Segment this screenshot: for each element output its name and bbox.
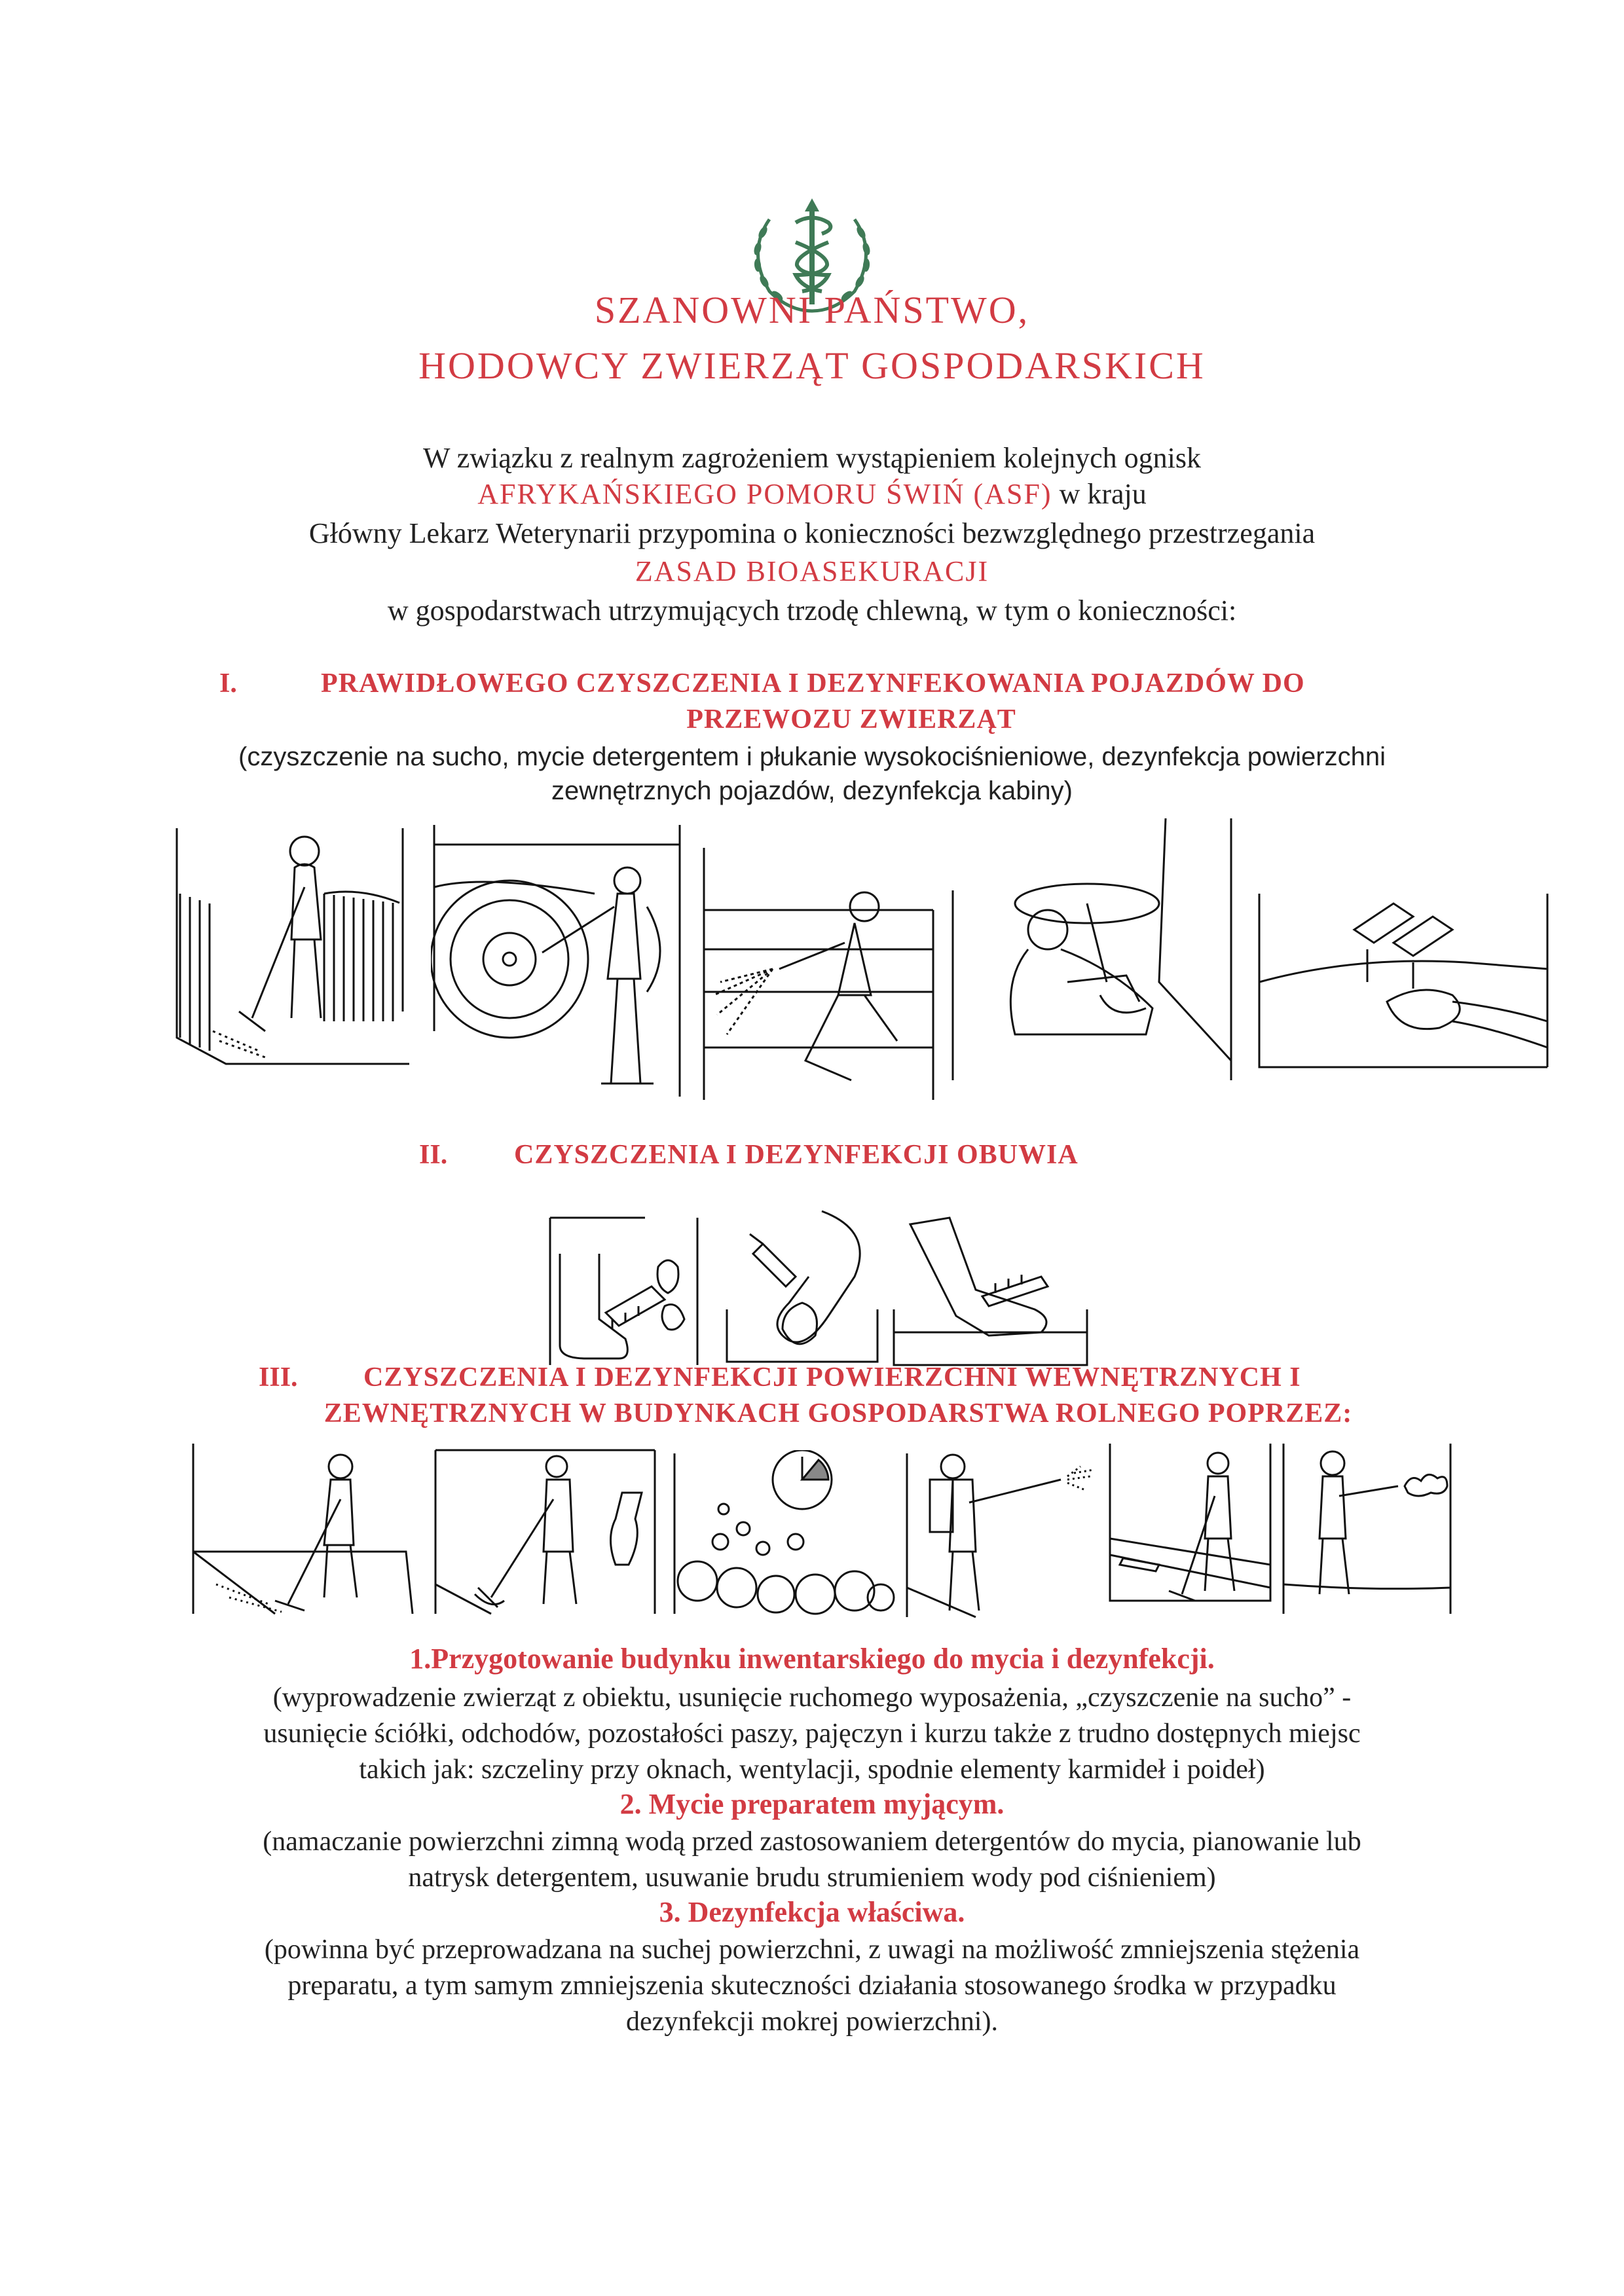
illustration-scrubbing-sole bbox=[724, 1205, 881, 1368]
step1-line1: (wyprowadzenie zwierząt z obiektu, usunięcie ruchomego wyposażenia, „czyszczenie na sucho” - bbox=[272, 1683, 1352, 1713]
page-title-line2: HODOWCY ZWIERZĄT GOSPODARSKICH bbox=[418, 344, 1206, 387]
section2-number: II. bbox=[419, 1140, 448, 1170]
biosecurity-highlight: ZASAD BIOASEKURACJI bbox=[635, 555, 989, 587]
step3-line1: (powinna być przeprowadzana na suchej powierzchni, z uwagi na możliwość zmniejszenia stężenia bbox=[264, 1935, 1360, 1965]
section1-desc-line2: zewnętrznych pojazdów, dezynfekcja kabiny) bbox=[551, 776, 1073, 805]
asf-highlight: AFRYKAŃSKIEGO POMORU ŚWIŃ (ASF) bbox=[477, 478, 1052, 510]
section3-heading-line1: CZYSZCZENIA I DEZYNFEKCJI POWIERZCHNI WEWNĘTRZNYCH I bbox=[363, 1362, 1301, 1393]
illustration-spraying-vehicle-interior bbox=[701, 845, 936, 1106]
step1-line2: usunięcie ściółki, odchodów, pozostałości paszy, pajęczyn i kurzu także z trudno dostępnych miejsc bbox=[263, 1719, 1361, 1749]
section1-heading-line1: PRAWIDŁOWEGO CZYSZCZENIA I DEZYNFEKOWANIA POJAZDÓW DO bbox=[321, 668, 1305, 699]
section3-heading-line2: ZEWNĘTRZNYCH W BUDYNKACH GOSPODARSTWA ROLNEGO POPRZEZ: bbox=[323, 1398, 1353, 1429]
illustration-foam-contact-time bbox=[671, 1450, 897, 1617]
illustration-pressure-washing-wheel bbox=[431, 822, 686, 1110]
step2-title: 2. Mycie preparatem myjącym. bbox=[619, 1788, 1005, 1820]
step3-line3: dezynfekcji mokrej powierzchni). bbox=[626, 2007, 998, 2037]
illustration-sweeping-corridor bbox=[1107, 1440, 1274, 1617]
illustration-pressure-washing-wall bbox=[1280, 1440, 1454, 1617]
illustration-sweeping-floor bbox=[190, 1440, 416, 1617]
step2-line1: (namaczanie powierzchni zimną wodą przed zastosowaniem detergentów do mycia, pianowanie lub bbox=[263, 1827, 1361, 1857]
intro-line2-tail: w kraju bbox=[1052, 478, 1147, 510]
illustration-disinfecting-cabin bbox=[950, 812, 1238, 1087]
step3-title: 3. Dezynfekcja właściwa. bbox=[659, 1896, 965, 1928]
step1-line3: takich jak: szczeliny przy oknach, wentylacji, spodnie elementy karmideł i poideł) bbox=[359, 1755, 1265, 1785]
intro-line5: w gospodarstwach utrzymujących trzodę chlewną, w tym o konieczności: bbox=[387, 594, 1237, 627]
illustration-boot-dip-tray bbox=[891, 1211, 1090, 1368]
section1-number: I. bbox=[219, 668, 237, 699]
illustration-brushing-boot bbox=[547, 1214, 710, 1368]
page-title-line1: SZANOWNI PAŃSTWO, bbox=[594, 289, 1030, 331]
section1-heading-line2: PRZEWOZU ZWIERZĄT bbox=[686, 704, 1016, 735]
intro-line1: W związku z realnym zagrożeniem wystąpieniem kolejnych ognisk bbox=[423, 442, 1201, 474]
intro-line2 bbox=[0, 476, 1624, 513]
section2-heading: CZYSZCZENIA I DEZYNFEKCJI OBUWIA bbox=[514, 1140, 1079, 1170]
illustration-wiping-pedals bbox=[1256, 890, 1551, 1084]
illustration-sweeping-vehicle-floor bbox=[174, 822, 416, 1070]
step3-line2: preparatu, a tym samym zmniejszenia skuteczności działania stosowanego środka w przypadku bbox=[287, 1971, 1337, 2001]
illustration-raking-with-bag bbox=[432, 1447, 661, 1617]
section1-desc-line1: (czyszczenie na sucho, mycie detergentem i płukanie wysokociśnieniowe, dezynfekcja powierzchni bbox=[238, 742, 1386, 771]
intro-line3: Główny Lekarz Weterynarii przypomina o konieczności bezwzględnego przestrzegania bbox=[308, 517, 1316, 549]
section3-number: III. bbox=[259, 1362, 298, 1393]
step2-line2: natrysk detergentem, usuwanie brudu strumieniem wody pod ciśnieniem) bbox=[408, 1863, 1216, 1893]
illustration-sprayer-backpack bbox=[904, 1440, 1113, 1620]
step1-title: 1.Przygotowanie budynku inwentarskiego do mycia i dezynfekcji. bbox=[409, 1643, 1215, 1675]
